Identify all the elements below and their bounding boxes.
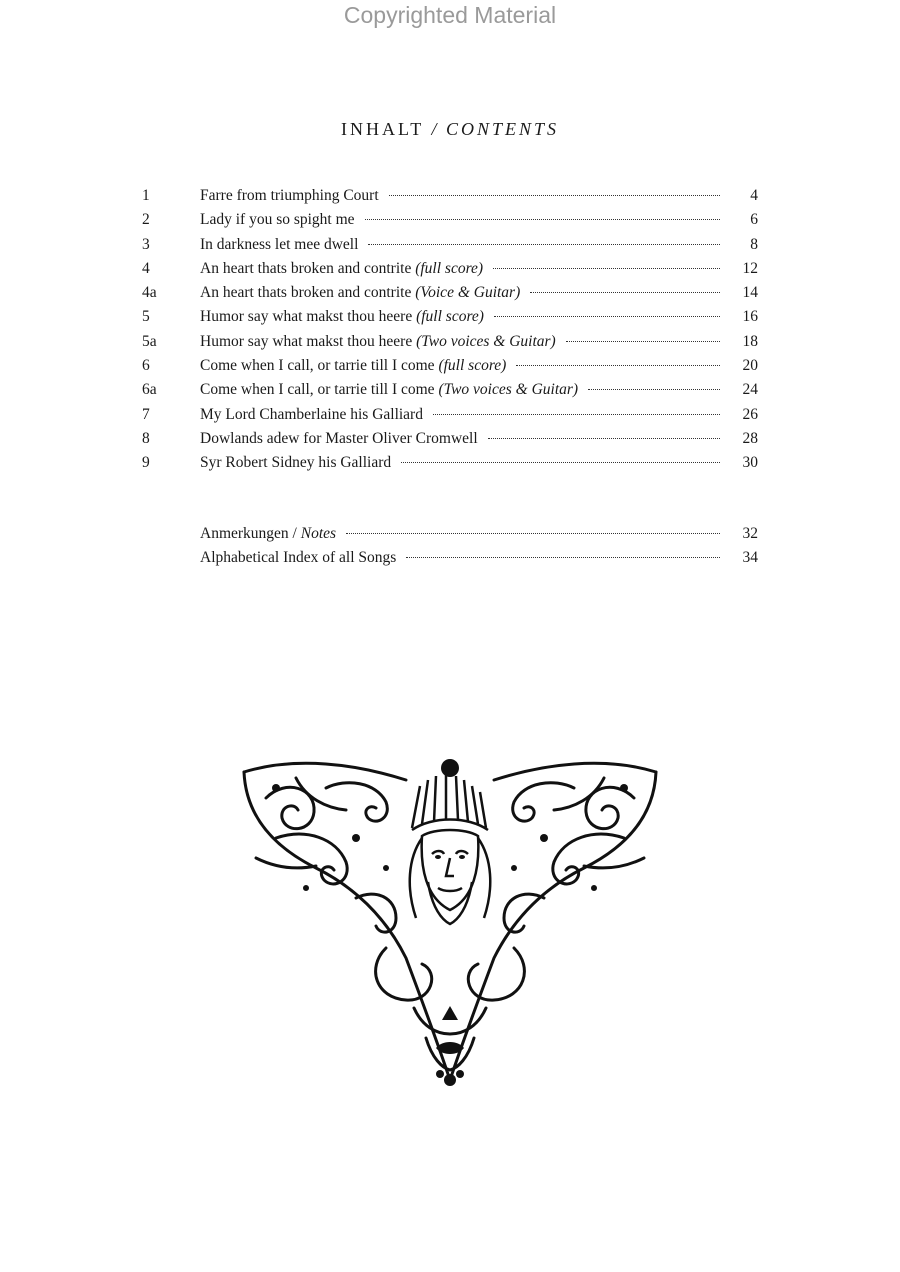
dot-leader bbox=[530, 292, 720, 293]
toc-title: Dowlands adew for Master Oliver Cromwell bbox=[200, 429, 478, 447]
appendix-page: 34 bbox=[742, 549, 758, 567]
toc-title: Lady if you so spight me bbox=[200, 211, 355, 229]
toc-page: 30 bbox=[742, 454, 758, 472]
toc-title: My Lord Chamberlaine his Galliard bbox=[200, 405, 423, 423]
dot-leader bbox=[406, 557, 720, 558]
toc-entry bbox=[142, 305, 758, 329]
dot-leader bbox=[401, 462, 720, 463]
toc-page: 18 bbox=[742, 332, 758, 350]
appendix-entry bbox=[142, 522, 758, 546]
toc-page: 14 bbox=[742, 284, 758, 302]
toc-title: Come when I call, or tarrie till I come (Two voices & Guitar) bbox=[200, 381, 579, 399]
toc-title: Humor say what makst thou heere (Two voices & Guitar) bbox=[200, 332, 556, 350]
toc-entry bbox=[142, 330, 758, 354]
dot-leader bbox=[566, 341, 720, 342]
toc-number: 4a bbox=[142, 284, 157, 302]
title-german: INHALT bbox=[340, 119, 424, 139]
toc-page: 16 bbox=[742, 308, 758, 326]
contents-list bbox=[142, 184, 758, 476]
toc-page: 28 bbox=[742, 429, 758, 447]
toc-number: 7 bbox=[142, 405, 150, 423]
toc-entry bbox=[142, 208, 758, 232]
toc-entry bbox=[142, 354, 758, 378]
toc-number: 5 bbox=[142, 308, 150, 326]
toc-page: 4 bbox=[750, 187, 758, 204]
toc-entry bbox=[142, 233, 758, 257]
toc-entry bbox=[142, 427, 758, 451]
dot-leader bbox=[368, 244, 720, 245]
title-separator: / bbox=[431, 119, 439, 139]
toc-number: 6a bbox=[142, 381, 157, 399]
toc-number: 3 bbox=[142, 235, 150, 253]
toc-entry bbox=[142, 378, 758, 402]
dot-leader bbox=[494, 316, 720, 317]
toc-number: 4 bbox=[142, 259, 150, 277]
toc-number: 1 bbox=[142, 187, 150, 204]
baroque-head-ornament-icon bbox=[236, 758, 664, 1088]
appendix-title: Alphabetical Index of all Songs bbox=[200, 549, 397, 567]
appendix-list bbox=[142, 522, 758, 571]
appendix-title: Anmerkungen / Notes bbox=[200, 525, 337, 542]
page-title bbox=[0, 116, 900, 142]
dot-leader bbox=[516, 365, 720, 366]
toc-number: 9 bbox=[142, 454, 150, 472]
toc-title: Syr Robert Sidney his Galliard bbox=[200, 454, 392, 472]
toc-page: 24 bbox=[742, 381, 758, 399]
toc-entry bbox=[142, 184, 758, 208]
toc-title: An heart thats broken and contrite (full score) bbox=[200, 259, 484, 277]
toc-number: 5a bbox=[142, 332, 157, 350]
toc-number: 2 bbox=[142, 211, 150, 229]
toc-entry bbox=[142, 403, 758, 427]
toc-page: 26 bbox=[742, 405, 758, 423]
toc-page: 20 bbox=[742, 357, 758, 375]
toc-title: Farre from triumphing Court bbox=[200, 187, 379, 204]
appendix-entry bbox=[142, 546, 758, 570]
toc-entry bbox=[142, 281, 758, 305]
watermark: Copyrighted Material bbox=[343, 2, 557, 28]
toc-title: An heart thats broken and contrite (Voice & Guitar) bbox=[200, 284, 521, 302]
appendix-page: 32 bbox=[742, 525, 758, 542]
toc-title: Humor say what makst thou heere (full score) bbox=[200, 308, 484, 326]
dot-leader bbox=[433, 414, 720, 415]
toc-number: 6 bbox=[142, 357, 150, 375]
toc-number: 8 bbox=[142, 429, 150, 447]
toc-entry bbox=[142, 451, 758, 475]
toc-page: 6 bbox=[750, 211, 758, 229]
title-english: CONTENTS bbox=[445, 119, 560, 139]
toc-page: 12 bbox=[742, 259, 758, 277]
dot-leader bbox=[493, 268, 720, 269]
toc-title: In darkness let mee dwell bbox=[200, 235, 359, 253]
dot-leader bbox=[346, 533, 720, 534]
dot-leader bbox=[389, 195, 720, 196]
dot-leader bbox=[488, 438, 720, 439]
toc-page: 8 bbox=[750, 235, 758, 253]
dot-leader bbox=[588, 389, 720, 390]
toc-entry bbox=[142, 257, 758, 281]
toc-title: Come when I call, or tarrie till I come (full score) bbox=[200, 357, 507, 375]
dot-leader bbox=[365, 219, 720, 220]
